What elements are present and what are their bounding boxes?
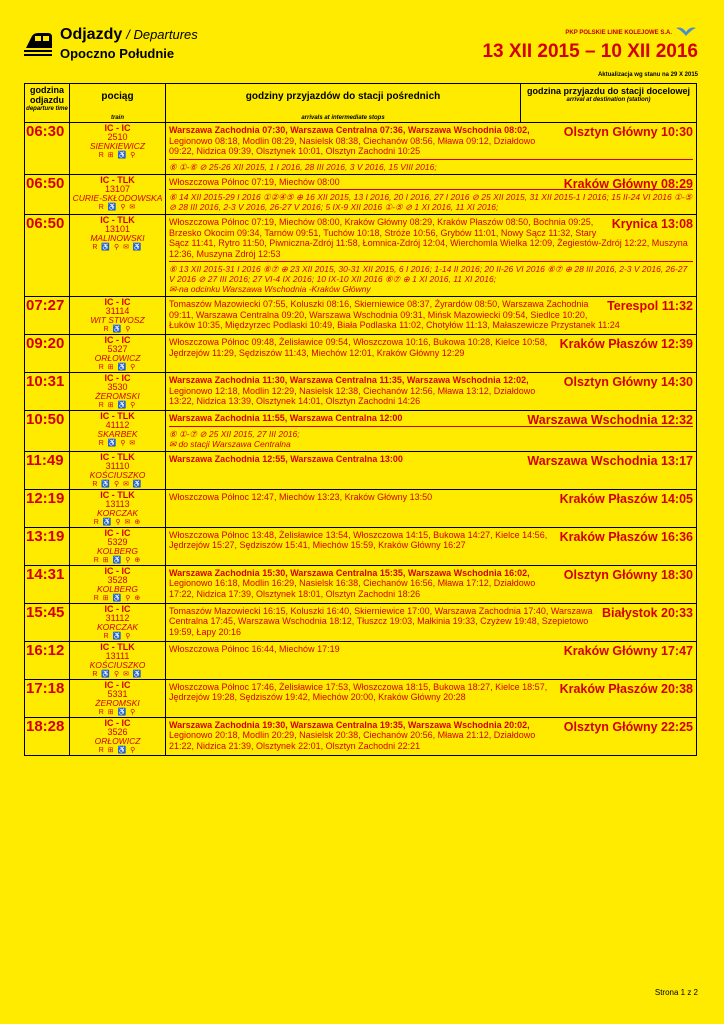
departure-time: 16:12 [25,641,70,679]
validity-period: 13 XII 2015 – 10 XII 2016 [482,41,698,62]
destination: Kraków Płaszów 14:05 [559,491,693,506]
table-row [25,717,697,755]
stops-regular: Legionowo 16:18, Modlin 16:29, Nasielsk 16:38, Ciechanów 16:56, Mława 17:12, Działdowo 17:22, Nidzica 17:39, Olsztynek 18:01, Olsztyn Zachodni 18:26 [169,578,536,599]
train-cell [70,335,166,373]
departure-time: 15:45 [25,603,70,641]
train-name: ŻEROMSKI [95,391,140,401]
col-train-pl: pociąg [101,91,134,102]
route-cell [166,335,697,373]
train-name: KOŚCIUSZKO [89,659,146,670]
route-cell [166,215,697,297]
col-time-en: departure time [26,106,68,112]
stops-regular: Włoszczowa Północ 12:47, Miechów 13:23, Kraków Główny 13:50 [169,491,433,502]
train-cell [70,123,166,175]
train-cell [70,297,166,335]
route-cell [166,174,697,215]
train-name: ŻEROMSKI [95,697,140,708]
train-category: IC - TLK [100,451,135,462]
table-row [25,489,697,527]
destination: Kraków Główny 08:29 [563,176,693,191]
table-row [25,679,697,717]
departure-time: 14:31 [25,565,70,603]
train-category: IC - TLK [100,174,135,185]
table-row [25,603,697,641]
page-title [60,26,198,44]
col-dest-en: arrival at destination (station) [566,97,651,103]
service-icons: R ⊞ ♿ ⚲ ⊕ [93,556,142,564]
stops-regular: Tomaszów Mazowiecki 16:15, Koluszki 16:40, Skierniewice 17:00, Warszawa Zachodnia 17:40, Warszawa Centralna 17:45, Warszawa Wschodnia 18:12, Tłuszcz 19:03, Małkinia 19:33, Czyżew 19:48, Szepietowo 19:59, Łapy 20:16 [169,605,593,637]
service-note: ✉ do stacji Warszawa Centralna [169,438,291,449]
train-category: IC - IC [104,679,131,690]
col-train-en: train [110,115,124,121]
service-icons: R ⊞ ♿ ⚲ [98,708,137,716]
destination: Olsztyn Główny 14:30 [563,375,693,389]
route-cell [166,123,697,175]
col-stops-pl: godziny przyjazdów do stacji pośrednich [245,91,441,102]
stops-regular: Legionowo 20:18, Modlin 20:29, Nasielsk 20:38, Ciechanów 20:56, Mława 21:12, Działdowo 21:22, Nidzica 21:39, Olsztynek 22:01, Olsztyn Zachodni 22:21 [169,730,536,751]
train-cell [70,215,166,297]
service-icons: R ♿ ⚲ ✉ ⊕ [93,518,142,526]
stops-regular: Włoszczowa Północ 07:19, Miechów 08:00, Kraków Główny 08:29, Kraków Płaszów 08:50, Bochnia 09:25, Brzesko Okocim 09:34, Tarnów 09:51, Tuchów 10:18, Stróże 10:56, Grybów 11:01, Nowy Sącz 11:32, Stary Sącz 11:41, Rytro 11:50, Piwniczna-Zdrój 11:58, Łomnica-Zdrój 12:04, Wierchomla Wielka 12:09, Żegiestów-Zdrój 12:22, Muszyna 12:36, Muszyna Zdrój 12:53 [169,217,688,259]
route-cell [166,373,697,411]
destination: Terespol 11:32 [607,299,693,313]
departure-time: 18:28 [25,717,70,755]
service-icons: R ♿ ⚲ ✉ [98,203,137,211]
train-name: KORCZAK [96,507,139,518]
train-cell [70,679,166,717]
train-cell [70,451,166,489]
service-icons: R ♿ ⚲ ✉ ♿ [92,480,143,488]
calendar-note: ⑥ 14 XII 2015-29 I 2016 ①②④⑤ ⊕ 16 XII 2015, 13 I 2016, 20 I 2016, 27 I 2016 ⊘ 25 XII 2015, 31 XII 2015-1 I 2016; 15 II-24 VI 2016 ①-⑤ ⊘ 28 III 2016, 2-3 V 2016, 26-27 V 2016; 5 IX-9 XII 2016 ①-⑤ ⊘ 1 XI 2016, 11 XI 2016; [169,189,693,212]
service-icons: R ♿ ⚲ [103,632,132,640]
train-cell [70,717,166,755]
service-icons: R ♿ ⚲ ✉ ♿ [92,670,143,678]
departure-time: 07:27 [25,297,70,335]
train-number: 5327 [107,344,128,354]
title-text: Odjazdy [60,26,123,43]
route-cell [166,717,697,755]
train-number: 13101 [104,224,131,234]
service-icons: R ⊞ ♿ ⚲ ⊕ [93,594,142,602]
train-category: IC - IC [104,565,131,576]
stops-bold: Warszawa Zachodnia 15:30, Warszawa Centralna 15:35, Warszawa Wschodnia 16:02, [169,567,530,578]
service-icons: R ♿ ⚲ ✉ [98,440,137,447]
col-stops-en: arrivals at intermediate stops [301,115,385,121]
service-icons: R ⊞ ♿ ⚲ [98,402,137,409]
train-cell [70,565,166,603]
train-cell [70,489,166,527]
route-cell [166,527,697,565]
route-cell [166,297,697,335]
train-name: KOŚCIUSZKO [89,469,146,480]
table-row [25,565,697,603]
table-row [25,373,697,411]
departure-time: 12:19 [25,489,70,527]
pkp-wings-icon [676,24,696,40]
departure-time: 10:50 [25,411,70,452]
col-time-pl: godzina odjazdu [30,85,64,105]
stops-regular: Włoszczowa Północ 07:19, Miechów 08:00 [169,176,340,187]
route-cell [166,641,697,679]
train-number: 3530 [107,382,128,392]
destination: Kraków Płaszów 12:39 [559,337,693,351]
destination: Białystok 20:33 [601,605,693,620]
train-cell [70,411,166,452]
train-icon [22,28,54,58]
train-name: WIT STWOSZ [90,315,145,325]
destination: Kraków Płaszów 20:38 [559,681,693,696]
stops-bold: Warszawa Zachodnia 19:30, Warszawa Centralna 19:35, Warszawa Wschodnia 20:02, [169,719,530,730]
table-row [25,123,697,175]
table-row [25,174,697,215]
train-category: IC - IC [104,373,131,383]
table-row [25,451,697,489]
train-name: KOLBERG [96,545,139,556]
train-cell [70,174,166,215]
table-row [25,215,697,297]
train-cell [70,527,166,565]
train-category: IC - IC [104,123,131,133]
route-cell [166,411,697,452]
train-category: IC - IC [104,527,131,538]
destination: Olsztyn Główny 10:30 [563,125,693,139]
departure-time: 13:19 [25,527,70,565]
train-category: IC - IC [104,717,131,728]
stops-bold: Warszawa Zachodnia 12:55, Warszawa Centralna 13:00 [169,453,403,464]
train-number: 31114 [105,306,130,316]
train-category: IC - IC [104,297,131,307]
train-number: 3526 [107,726,128,737]
service-icons: R ⊞ ♿ ⚲ [98,364,137,371]
calendar-note: ⑥ ①-⑥ ⊘ 25-26 XII 2015, 1 I 2016, 28 III 2016, 3 V 2016, 15 VIII 2016; [169,159,693,172]
calendar-note: ⑥ ①-⑦ ⊘ 25 XII 2015, 27 III 2016; [169,426,693,439]
train-number: 2510 [107,132,128,142]
train-category: IC - TLK [100,215,135,225]
train-name: KOLBERG [96,583,139,594]
departure-time: 17:18 [25,679,70,717]
departure-time: 09:20 [25,335,70,373]
col-header-time [25,84,70,123]
route-cell [166,679,697,717]
train-category: IC - IC [104,603,131,614]
service-icons: R ♿ ⚲ ✉ ♿ [92,244,143,251]
route-cell [166,451,697,489]
stops-regular: Włoszczowa Północ 16:44, Miechów 17:19 [169,643,340,654]
train-cell [70,641,166,679]
page-number: Strona 1 z 2 [654,988,698,997]
train-cell [70,373,166,411]
station-name: Opoczno Południe [60,46,175,61]
train-name: SKARBEK [97,429,138,439]
train-category: IC - IC [104,335,131,345]
destination: Kraków Główny 17:47 [563,643,693,658]
destination: Olsztyn Główny 22:25 [563,719,693,734]
train-number: 41112 [105,420,130,430]
train-number: 5329 [107,536,128,547]
destination: Warszawa Wschodnia 12:32 [527,413,693,427]
train-number: 13113 [105,498,130,509]
stops-regular: Legionowo 08:18, Modlin 08:29, Nasielsk 08:38, Ciechanów 08:56, Mława 09:12, Działdowo 09:22, Nidzica 09:39, Olsztynek 10:01, Olsztyn Zachodni 10:25 [169,135,536,156]
service-icons: R ♿ ⚲ [103,326,132,333]
train-name: ORŁOWICZ [94,353,141,363]
service-note: ✉-na odcinku Warszawa Wschodnia -Kraków Główny [169,284,371,294]
service-icons: R ⊞ ♿ ⚲ [98,746,137,754]
departure-table [24,83,697,756]
destination: Warszawa Wschodnia 13:17 [527,453,693,468]
train-name: MALINOWSKI [90,233,145,243]
table-row [25,641,697,679]
train-number: 31112 [105,612,130,623]
train-name: ORŁOWICZ [94,735,141,746]
train-number: 31110 [105,460,130,471]
stops-bold: Warszawa Zachodnia 07:30, Warszawa Centralna 07:36, Warszawa Wschodnia 08:02, [169,125,530,135]
train-number: 3528 [107,574,128,585]
title-subtitle: / Departures [126,27,198,42]
train-cell [70,603,166,641]
stops-regular: Włoszczowa Północ 09:48, Żelisławice 09:54, Włoszczowa 10:16, Bukowa 10:28, Kielce 10:58, Jędrzejów 11:29, Sędziszów 11:43, Miechów 12:01, Kraków Główny 12:29 [169,337,548,358]
col-dest-pl: godzina przyjazdu do stacji docelowej [526,86,691,96]
route-cell [166,603,697,641]
train-number: 13107 [104,183,131,194]
destination: Kraków Płaszów 16:36 [559,529,693,544]
destination: Olsztyn Główny 18:30 [563,567,693,582]
service-icons: R ⊞ ♿ ⚲ [98,152,137,159]
stops-regular: Włoszczowa Północ 13:48, Żelisławice 13:54, Włoszczowa 14:15, Bukowa 14:27, Kielce 14:56, Jędrzejów 15:27, Sędziszów 15:41, Miechów 15:59, Kraków Główny 16:27 [169,529,548,550]
route-cell [166,489,697,527]
train-number: 5331 [107,688,128,699]
train-number: 13111 [105,650,130,661]
route-cell [166,565,697,603]
table-row [25,411,697,452]
departure-time: 06:30 [25,123,70,175]
calendar-note: ⑥ 13 XII 2015-31 I 2016 ⑥⑦ ⊕ 23 XII 2015, 30-31 XII 2015, 6 I 2016; 1-14 II 2016; 20 II-26 VI 2016 ⑥⑦ ⊕ 28 III 2016, 2-3 V 2016, 26-27 V 2016 ⊘ 27 III 2016; 27 VI-4 IX 2016; 10 IX-10 XII 2016 ⑥⑦ ⊕ 1 XI 2016, 11 XI 2016; [169,261,693,284]
departure-time: 06:50 [25,215,70,297]
stops-regular: Tomaszów Mazowiecki 07:55, Koluszki 08:16, Skierniewice 08:37, Żyrardów 08:50, Warszawa Zachodnia 09:11, Warszawa Centralna 09:20, Warszawa Wschodnia 09:31, Mińsk Mazowiecki 09:54, Siedlce 10:20, Łuków 10:35, Międzyrzec Podlaski 10:49, Biała Podlaska 11:02, Chotyłów 11:13, Małaszewicze Przystanek 11:24 [169,299,620,330]
stops-bold: Warszawa Zachodnia 11:30, Warszawa Centralna 11:35, Warszawa Wschodnia 12:02, [169,375,529,385]
departure-time: 10:31 [25,373,70,411]
table-header-row [25,84,697,123]
destination: Krynica 13:08 [611,217,693,231]
col-header-destination [521,84,697,123]
train-category: IC - TLK [100,489,135,500]
train-name: CURIE-SKŁODOWSKA [72,192,163,203]
train-category: IC - TLK [100,641,135,652]
departure-time: 06:50 [25,174,70,215]
header [22,24,698,82]
col-header-train [70,84,166,123]
train-name: KORCZAK [96,621,139,632]
stops-bold: Warszawa Zachodnia 11:55, Warszawa Centralna 12:00 [169,413,403,423]
table-row [25,527,697,565]
update-note: Aktualizacja wg stanu na 29 X 2015 [597,72,698,78]
stops-regular: Włoszczowa Północ 17:46, Żelisławice 17:53, Włoszczowa 18:15, Bukowa 18:27, Kielce 18:57, Jędrzejów 19:28, Sędziszów 19:42, Miechów 20:00, Kraków Główny 20:28 [169,681,548,702]
train-category: IC - TLK [100,411,135,421]
brand-name: PKP POLSKIE LINIE KOLEJOWE S.A. [565,30,672,36]
train-name: SIENKIEWICZ [89,141,146,151]
table-row [25,297,697,335]
stops-regular: Legionowo 12:18, Modlin 12:29, Nasielsk 12:38, Ciechanów 12:56, Mława 13:12, Działdowo 13:22, Nidzica 13:39, Olsztynek 14:01, Olsztyn Zachodni 14:26 [169,385,536,406]
col-header-stops [166,84,521,123]
departure-time: 11:49 [25,451,70,489]
table-row [25,335,697,373]
